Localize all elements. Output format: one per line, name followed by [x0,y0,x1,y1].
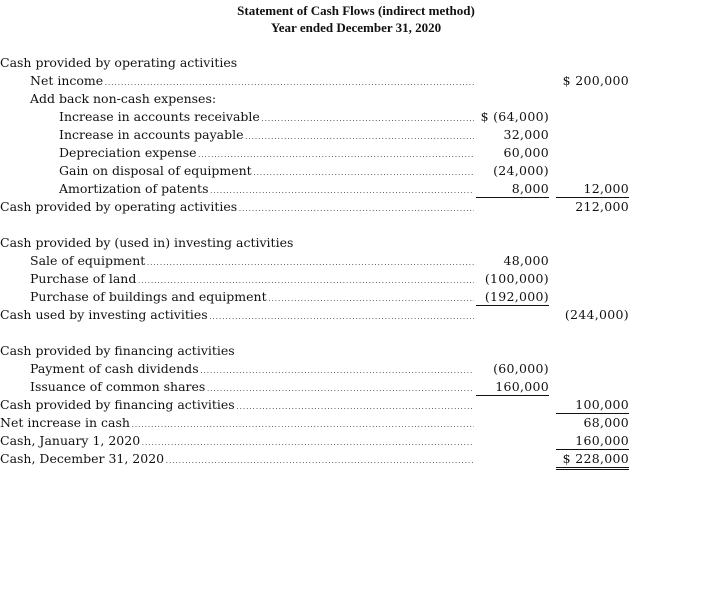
investing-item-value: (192,000) [476,288,549,306]
operating-item-value: (24,000) [493,163,549,178]
beginning-cash-row [0,432,712,450]
financing-item-row [0,360,712,378]
financing-item-label: Issuance of common shares . . . [30,378,474,398]
investing-total-value: (244,000) [564,307,629,322]
investing-item-value: (100,000) [484,271,549,286]
operating-item-row [0,180,712,198]
operating-item-value: 32,000 [503,127,549,142]
statement-subtitle: Year ended December 31, 2020 [270,20,442,35]
investing-item-label: Purchase of buildings and equipment . . . [30,288,474,308]
financing-item-value: 160,000 [476,378,549,396]
adjustments-total: 12,000 [556,180,629,198]
ending-cash-value: $ 228,000 [556,450,629,470]
investing-item-row [0,288,712,306]
operating-total-value: 212,000 [575,199,629,214]
operating-heading: Cash provided by operating activities [0,55,238,70]
financing-item-value: (60,000) [493,361,549,376]
investing-item-row [0,252,712,270]
financing-total-label: Cash provided by financing activities . . . [0,396,474,416]
financing-item-label: Payment of cash dividends . . . [30,360,474,380]
financing-total-value: 100,000 [556,396,629,414]
investing-total-row [0,306,712,324]
beginning-cash-label: Cash, January 1, 2020 . . . [0,432,474,452]
operating-total-row [0,198,712,216]
investing-item-value: 48,000 [503,253,549,268]
operating-item-label: Increase in accounts payable . . . [59,126,474,146]
net-increase-label: Net increase in cash . . . [0,414,474,434]
financing-item-row [0,378,712,396]
operating-heading-row [0,54,712,72]
ending-cash-label: Cash, December 31, 2020 . . . [0,450,474,470]
operating-item-row [0,144,712,162]
operating-item-label: Depreciation expense . . . [59,144,474,164]
net-income-label: Net income . . . [30,72,474,92]
operating-item-label: Amortization of patents . . . [59,180,474,200]
operating-total-label: Cash provided by operating activities . . . [0,198,474,218]
addback-row [0,90,712,108]
ending-cash-row [0,450,712,468]
operating-item-row [0,108,712,126]
net-income-row [0,72,712,90]
investing-item-label: Purchase of land . . . [30,270,474,290]
financing-total-row [0,396,712,414]
operating-item-row [0,126,712,144]
statement-title: Statement of Cash Flows (indirect method) [237,3,475,18]
operating-item-value: 8,000 [476,180,549,198]
addback-label: Add back non-cash expenses: [30,91,217,106]
financing-heading-row [0,342,712,360]
investing-item-label: Sale of equipment . . . [30,252,474,272]
operating-item-label: Gain on disposal of equipment . . . [59,162,474,182]
investing-heading: Cash provided by (used in) investing activities [0,235,294,250]
operating-item-label: Increase in accounts receivable . . . [59,108,474,128]
net-increase-row [0,414,712,432]
operating-item-row [0,162,712,180]
investing-item-row [0,270,712,288]
operating-item-value: 60,000 [503,145,549,160]
operating-item-value: $ (64,000) [480,109,549,124]
investing-heading-row [0,234,712,252]
financing-heading: Cash provided by financing activities [0,343,235,358]
net-income-value: $ 200,000 [562,73,629,88]
investing-total-label: Cash used by investing activities . . . [0,306,474,326]
net-increase-value: 68,000 [583,415,629,430]
beginning-cash-value: 160,000 [556,432,629,450]
